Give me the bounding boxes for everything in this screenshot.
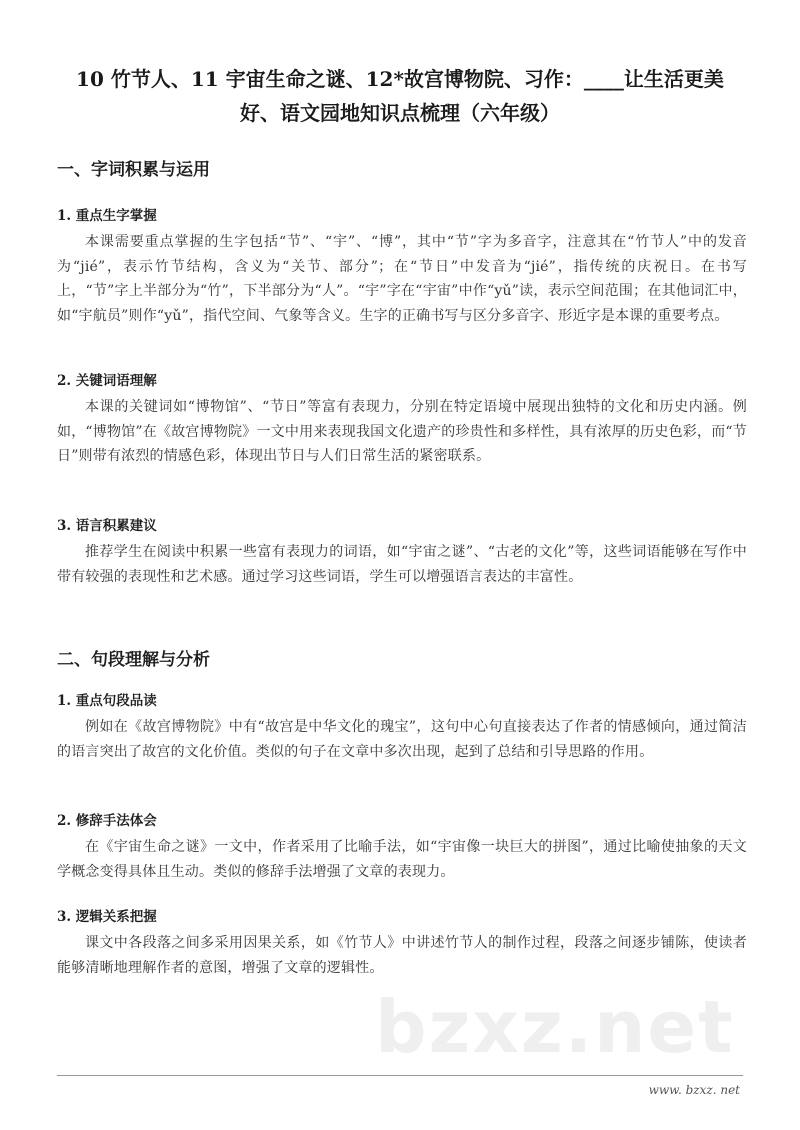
paragraph-2-1: 例如在《故宫博物院》中有“故宫是中华文化的瑰宝”，这句中心句直接表达了作者的情感倾向，通过简洁的语言突出了故宫的文化价值。类似的句子在文章中多次出现，起到了总结和引导思路的作用。 [57, 719, 747, 760]
section-heading-2: 二、句段理解与分析 [57, 650, 210, 670]
title-line-1: 10 竹节人、11 宇宙生命之谜、12*故宫博物院、习作：____让生活更美 [76, 67, 724, 91]
subsection-heading-2-3: 3. 逻辑关系把握 [57, 909, 157, 925]
watermark: bzxz.net [375, 985, 735, 1069]
paragraph-1-2: 本课的关键词如“博物馆”、“节日”等富有表现力，分别在特定语境中展现出独特的文化和历史内涵。例如，“博物馆”在《故宫博物院》一文中用来表现我国文化遗产的珍贵性和多样性，具有浓厚的历史色彩，而“节日”则带有浓烈的情感色彩，体现出节日与人们日常生活的紧密联系。 [57, 399, 747, 464]
document-title [40, 62, 760, 130]
subsection-heading-2-2: 2. 修辞手法体会 [57, 813, 157, 829]
subsection-heading-1-1: 1. 重点生字掌握 [57, 208, 157, 224]
paragraph-1-3: 推荐学生在阅读中积累一些富有表现力的词语，如“宇宙之谜”、“古老的文化”等，这些词语能够在写作中带有较强的表现性和艺术感。通过学习这些词语，学生可以增强语言表达的丰富性。 [57, 544, 747, 585]
paragraph-1-1: 本课需要重点掌握的生字包括“节”、“宇”、“博”，其中“节”字为多音字，注意其在“竹节人”中的发音为“jié”，表示竹节结构，含义为“关节、部分”；在“节日”中发音为“jié”，指传统的庆祝日。在书写上，“节”字上半部分为“竹”，下半部分为“人”。“宇”字在“宇宙”中作“yǔ”读，表示空间范围；在其他词汇中，如“宇航员”则作“yǔ”，指代空间、气象等含义。生字的正确书写与区分多音字、形近字是本课的重要考点。 [57, 234, 747, 324]
footer-divider [57, 1075, 743, 1076]
section-heading-1: 一、字词积累与运用 [57, 160, 210, 180]
paragraph-2-3: 课文中各段落之间多采用因果关系，如《竹节人》中讲述竹节人的制作过程，段落之间逐步铺陈，使读者能够清晰地理解作者的意图，增强了文章的逻辑性。 [57, 935, 747, 976]
paragraph-2-2: 在《宇宙生命之谜》一文中，作者采用了比喻手法，如“宇宙像一块巨大的拼图”，通过比喻使抽象的天文学概念变得具体且生动。类似的修辞手法增强了文章的表现力。 [57, 839, 747, 880]
title-line-2: 好、语文园地知识点梳理（六年级） [240, 101, 560, 125]
subsection-heading-1-2: 2. 关键词语理解 [57, 373, 157, 389]
footer-url: www. bzxz. net [648, 1083, 740, 1097]
subsection-heading-1-3: 3. 语言积累建议 [57, 518, 157, 534]
subsection-heading-2-1: 1. 重点句段品读 [57, 693, 157, 709]
